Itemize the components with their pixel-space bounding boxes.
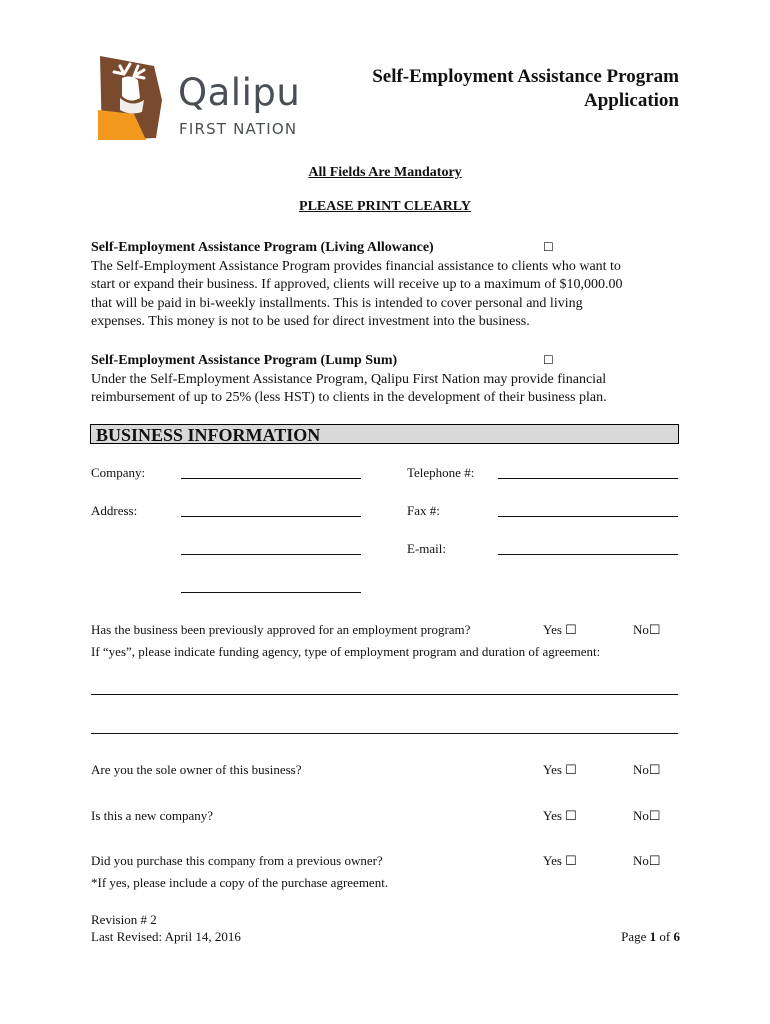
section-title: BUSINESS INFORMATION [96, 425, 321, 445]
fax-label: Fax #: [407, 503, 440, 518]
page-total: 6 [673, 929, 680, 944]
followup-answer-line-2[interactable] [91, 733, 678, 734]
q1-yes-checkbox[interactable]: Yes ☐ [543, 622, 577, 637]
page-number [621, 929, 680, 945]
q4-yes-checkbox[interactable]: Yes ☐ [543, 853, 577, 868]
question-previously-approved: Has the business been previously approved for an employment program? [91, 622, 471, 637]
fax-field[interactable] [498, 516, 678, 517]
text-line: expenses. This money is not to be used for direct investment into the business. [91, 314, 530, 330]
email-label: E-mail: [407, 541, 446, 556]
caribou-logo-icon [96, 52, 176, 144]
followup-answer-line-1[interactable] [91, 694, 678, 695]
q3-no-checkbox[interactable]: No☐ [633, 808, 661, 823]
page-title [372, 65, 679, 113]
print-notice: PLEASE PRINT CLEARLY [299, 199, 471, 214]
program-living-description [91, 258, 691, 332]
program-lumpsum-heading: Self-Employment Assistance Program (Lump Sum) [91, 353, 398, 368]
mandatory-notice: All Fields Are Mandatory [308, 165, 462, 180]
program-living-heading: Self-Employment Assistance Program (Living Allowance) [91, 240, 434, 255]
text-line: that will be paid in bi-weekly installments. This is intended to cover personal and living [91, 295, 583, 311]
q2-yes-checkbox[interactable]: Yes ☐ [543, 762, 577, 777]
question-sole-owner: Are you the sole owner of this business? [91, 762, 302, 777]
company-field[interactable] [181, 478, 361, 479]
page-of: of [656, 929, 674, 944]
text-line: The Self-Employment Assistance Program provides financial assistance to clients who want to [91, 259, 621, 274]
question-followup: If “yes”, please indicate funding agency, type of employment program and duration of agreement: [91, 644, 601, 659]
q3-yes-checkbox[interactable]: Yes ☐ [543, 808, 577, 823]
telephone-label: Telephone #: [407, 465, 475, 480]
address-field-1[interactable] [181, 516, 361, 517]
program-living-checkbox[interactable]: ☐ [543, 240, 554, 254]
text-line: reimbursement of up to 25% (less HST) to clients in the development of their business plan. [91, 390, 607, 406]
address-label: Address: [91, 503, 138, 518]
email-field[interactable] [498, 554, 678, 555]
q2-no-checkbox[interactable]: No☐ [633, 762, 661, 777]
question-purchased-company: Did you purchase this company from a previous owner? [91, 853, 383, 868]
text-line: Under the Self-Employment Assistance Program, Qalipu First Nation may provide financial [91, 372, 607, 387]
program-lumpsum-description [91, 371, 691, 408]
q1-no-checkbox[interactable]: No☐ [633, 622, 661, 637]
address-field-2[interactable] [181, 554, 361, 555]
logo-name: Qalipu [178, 71, 301, 114]
logo-subtitle: FIRST NATION [179, 120, 298, 138]
revision-number: Revision # 2 [91, 912, 157, 927]
page-current: 1 [649, 929, 657, 944]
page-prefix: Page [621, 929, 650, 944]
title-line-1: Self-Employment Assistance Program [372, 66, 679, 87]
company-label: Company: [91, 465, 146, 480]
purchase-agreement-note: *If yes, please include a copy of the purchase agreement. [91, 875, 389, 890]
telephone-field[interactable] [498, 478, 678, 479]
text-line: start or expand their business. If approved, clients will receive up to a maximum of $10,000.00 [91, 277, 623, 293]
address-field-3[interactable] [181, 592, 361, 593]
q4-no-checkbox[interactable]: No☐ [633, 853, 661, 868]
last-revised: Last Revised: April 14, 2016 [91, 929, 241, 944]
program-lumpsum-checkbox[interactable]: ☐ [543, 353, 554, 367]
title-line-2: Application [583, 90, 679, 111]
question-new-company: Is this a new company? [91, 808, 214, 823]
